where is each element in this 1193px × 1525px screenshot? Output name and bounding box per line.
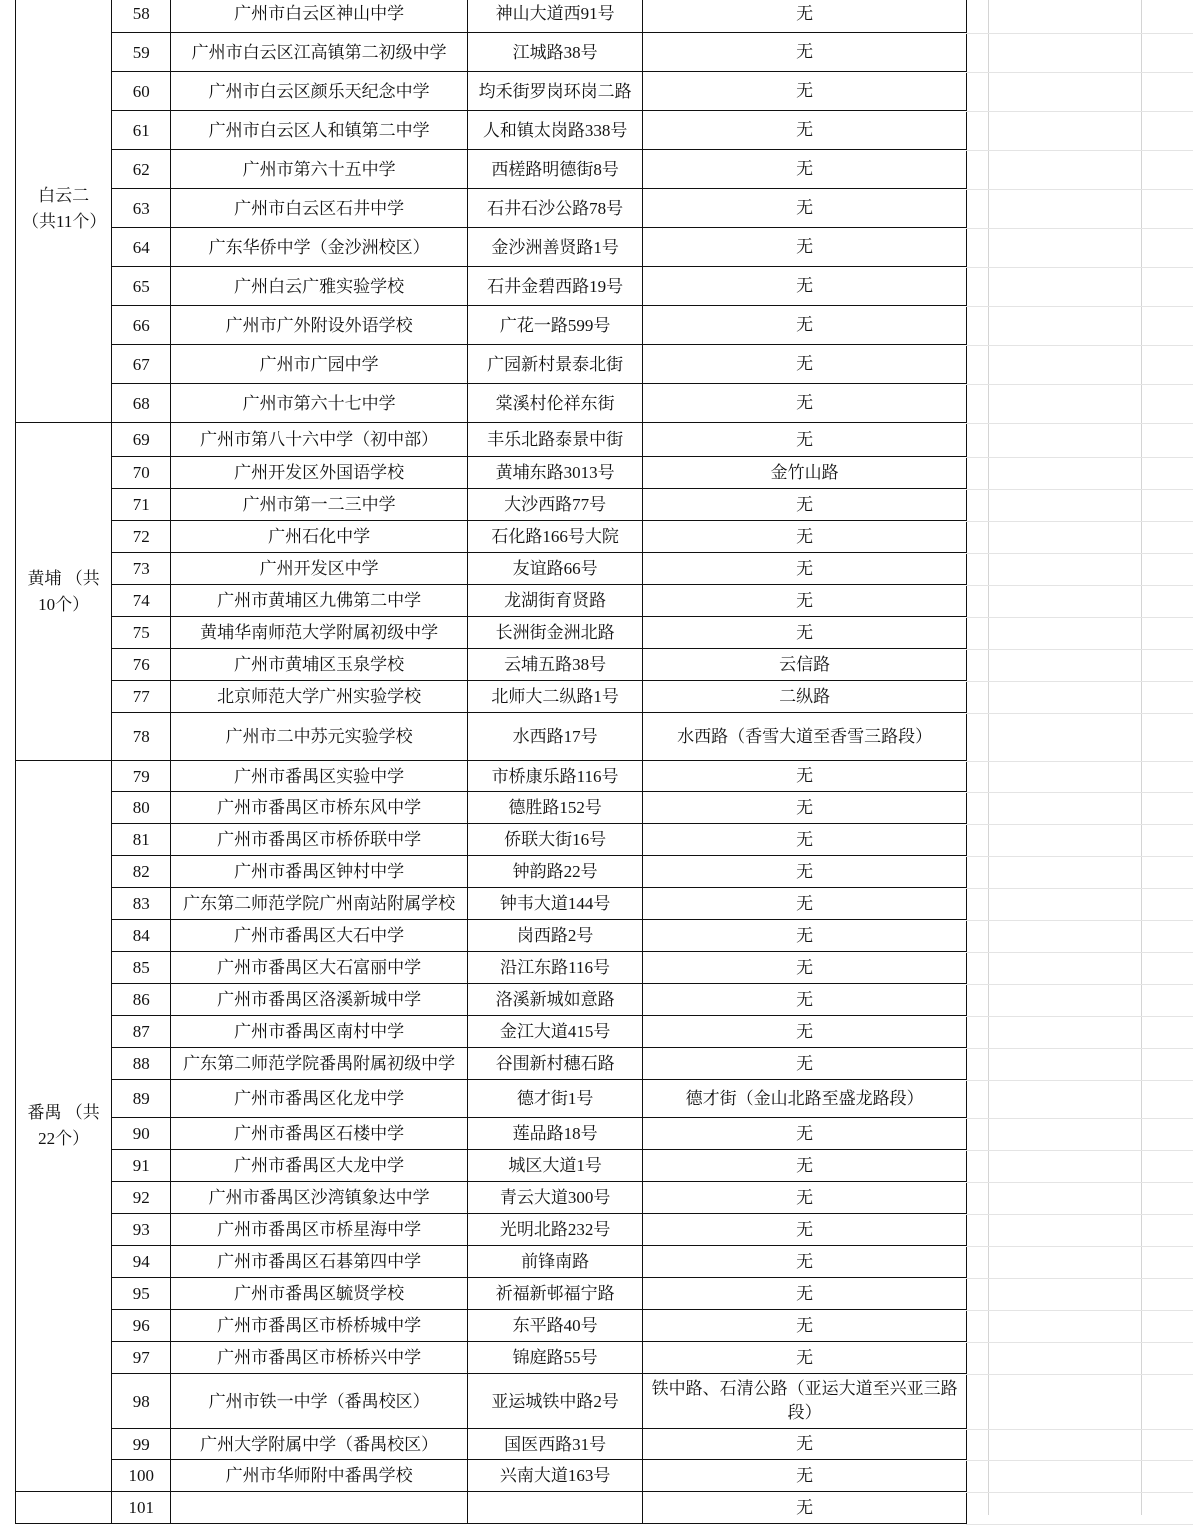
school-name: 广东第二师范学院番禺附属初级中学 xyxy=(171,1048,468,1080)
table-row xyxy=(16,824,967,856)
restricted-road: 无 xyxy=(643,1150,967,1182)
sheet-gridline xyxy=(966,72,1193,73)
row-number: 95 xyxy=(112,1278,171,1310)
school-name: 广州市番禺区钟村中学 xyxy=(171,856,468,888)
row-number: 58 xyxy=(112,0,171,33)
restricted-road: 德才街（金山北路至盛龙路段） xyxy=(643,1080,967,1118)
sheet-gridline xyxy=(966,888,1193,889)
table-row xyxy=(16,1460,967,1492)
table-row xyxy=(16,984,967,1016)
school-address: 丰乐北路泰景中街 xyxy=(467,423,642,457)
school-address: 神山大道西91号 xyxy=(467,0,642,33)
school-name xyxy=(171,1492,468,1524)
school-name: 广州市白云区神山中学 xyxy=(171,0,468,33)
school-name: 广州市番禺区大石中学 xyxy=(171,920,468,952)
row-number: 65 xyxy=(112,267,171,306)
sheet-gridline xyxy=(966,1429,1193,1430)
sheet-gridline xyxy=(966,713,1193,714)
school-address: 大沙西路77号 xyxy=(467,489,642,521)
district-cell: 白云二（共11个） xyxy=(16,0,112,423)
school-address xyxy=(467,1492,642,1524)
sheet-gridline xyxy=(966,1278,1193,1279)
restricted-road: 无 xyxy=(643,1182,967,1214)
restricted-road: 无 xyxy=(643,1310,967,1342)
school-name: 广州市白云区石井中学 xyxy=(171,189,468,228)
table-row xyxy=(16,1310,967,1342)
table-row xyxy=(16,306,967,345)
table-row xyxy=(16,1278,967,1310)
school-name: 广州市白云区颜乐天纪念中学 xyxy=(171,72,468,111)
sheet-gridline xyxy=(966,1246,1193,1247)
row-number: 90 xyxy=(112,1118,171,1150)
table-row xyxy=(16,189,967,228)
school-address: 广花一路599号 xyxy=(467,306,642,345)
sheet-gridline xyxy=(966,1048,1193,1049)
row-number: 101 xyxy=(112,1492,171,1524)
school-name: 广州市番禺区市桥星海中学 xyxy=(171,1214,468,1246)
sheet-gridline xyxy=(966,457,1193,458)
row-number: 71 xyxy=(112,489,171,521)
school-name: 广州市番禺区大龙中学 xyxy=(171,1150,468,1182)
sheet-gridline xyxy=(966,1118,1193,1119)
table-row xyxy=(16,1429,967,1460)
restricted-road: 无 xyxy=(643,489,967,521)
table-row xyxy=(16,1150,967,1182)
table-row xyxy=(16,0,967,33)
sheet-gridline xyxy=(966,920,1193,921)
table-row xyxy=(16,761,967,792)
sheet-gridline xyxy=(966,984,1193,985)
row-number: 70 xyxy=(112,457,171,489)
sheet-gridline xyxy=(966,1182,1193,1183)
school-address: 石井石沙公路78号 xyxy=(467,189,642,228)
restricted-road: 无 xyxy=(643,761,967,792)
restricted-road: 无 xyxy=(643,888,967,920)
school-address: 岗西路2号 xyxy=(467,920,642,952)
sheet-gridline xyxy=(966,489,1193,490)
school-address: 黄埔东路3013号 xyxy=(467,457,642,489)
row-number: 68 xyxy=(112,384,171,423)
row-number: 62 xyxy=(112,150,171,189)
school-address: 云埔五路38号 xyxy=(467,649,642,681)
row-number: 84 xyxy=(112,920,171,952)
sheet-gridline xyxy=(966,617,1193,618)
restricted-road: 无 xyxy=(643,1246,967,1278)
sheet-gridline xyxy=(966,792,1193,793)
school-address: 金江大道415号 xyxy=(467,1016,642,1048)
row-number: 59 xyxy=(112,33,171,72)
restricted-road: 无 xyxy=(643,792,967,824)
school-address: 城区大道1号 xyxy=(467,1150,642,1182)
school-name: 广州市番禺区市桥桥兴中学 xyxy=(171,1342,468,1374)
restricted-road: 无 xyxy=(643,984,967,1016)
school-name: 广州市白云区江高镇第二初级中学 xyxy=(171,33,468,72)
school-name: 广州市番禺区毓贤学校 xyxy=(171,1278,468,1310)
table-row xyxy=(16,1080,967,1118)
school-address: 亚运城铁中路2号 xyxy=(467,1374,642,1429)
school-name: 广州开发区中学 xyxy=(171,553,468,585)
restricted-road: 无 xyxy=(643,0,967,33)
school-address: 祈福新邨福宁路 xyxy=(467,1278,642,1310)
table-row xyxy=(16,1182,967,1214)
table-row xyxy=(16,72,967,111)
school-address: 前锋南路 xyxy=(467,1246,642,1278)
table-row xyxy=(16,1246,967,1278)
restricted-road: 无 xyxy=(643,1460,967,1492)
restricted-road: 无 xyxy=(643,1048,967,1080)
table-row xyxy=(16,1016,967,1048)
table-row xyxy=(16,856,967,888)
row-number: 97 xyxy=(112,1342,171,1374)
sheet-gridline xyxy=(966,111,1193,112)
sheet-gridline xyxy=(966,423,1193,424)
school-address: 长洲街金洲北路 xyxy=(467,617,642,649)
table-row xyxy=(16,649,967,681)
sheet-gridline xyxy=(966,1016,1193,1017)
school-address: 沿江东路116号 xyxy=(467,952,642,984)
school-name: 广州市铁一中学（番禺校区） xyxy=(171,1374,468,1429)
row-number: 91 xyxy=(112,1150,171,1182)
restricted-road: 无 xyxy=(643,33,967,72)
sheet-gridline xyxy=(966,267,1193,268)
school-name: 广州市番禺区南村中学 xyxy=(171,1016,468,1048)
school-address: 金沙洲善贤路1号 xyxy=(467,228,642,267)
row-number: 82 xyxy=(112,856,171,888)
school-address: 东平路40号 xyxy=(467,1310,642,1342)
row-number: 64 xyxy=(112,228,171,267)
table-row xyxy=(16,33,967,72)
table-row xyxy=(16,617,967,649)
school-address: 水西路17号 xyxy=(467,713,642,761)
school-name: 广东第二师范学院广州南站附属学校 xyxy=(171,888,468,920)
school-address: 光明北路232号 xyxy=(467,1214,642,1246)
school-name: 广州白云广雅实验学校 xyxy=(171,267,468,306)
school-name: 北京师范大学广州实验学校 xyxy=(171,681,468,713)
restricted-road: 金竹山路 xyxy=(643,457,967,489)
school-name: 广州市番禺区石楼中学 xyxy=(171,1118,468,1150)
restricted-road: 无 xyxy=(643,1429,967,1460)
row-number: 93 xyxy=(112,1214,171,1246)
school-address: 莲品路18号 xyxy=(467,1118,642,1150)
school-name: 广州市黄埔区玉泉学校 xyxy=(171,649,468,681)
school-address: 友谊路66号 xyxy=(467,553,642,585)
restricted-road: 无 xyxy=(643,553,967,585)
school-address: 德才街1号 xyxy=(467,1080,642,1118)
school-name: 广州市番禺区实验中学 xyxy=(171,761,468,792)
restricted-road: 无 xyxy=(643,856,967,888)
school-name: 广州开发区外国语学校 xyxy=(171,457,468,489)
restricted-road: 无 xyxy=(643,521,967,553)
table-row xyxy=(16,681,967,713)
sheet-gridline xyxy=(966,345,1193,346)
school-name: 广州石化中学 xyxy=(171,521,468,553)
restricted-road: 二纵路 xyxy=(643,681,967,713)
table-row xyxy=(16,521,967,553)
school-name: 广东华侨中学（金沙洲校区） xyxy=(171,228,468,267)
school-address: 广园新村景泰北街 xyxy=(467,345,642,384)
restricted-road: 铁中路、石清公路（亚运大道至兴亚三路段） xyxy=(643,1374,967,1429)
table-row xyxy=(16,489,967,521)
school-address: 棠溪村伦祥东街 xyxy=(467,384,642,423)
row-number: 69 xyxy=(112,423,171,457)
table-row xyxy=(16,1492,967,1524)
school-name: 黄埔华南师范大学附属初级中学 xyxy=(171,617,468,649)
school-table xyxy=(15,0,967,1524)
district-cell: 黄埔 （共10个） xyxy=(16,423,112,761)
school-name: 广州市第八十六中学（初中部） xyxy=(171,423,468,457)
sheet-gridline xyxy=(966,150,1193,151)
restricted-road: 无 xyxy=(643,189,967,228)
school-address: 青云大道300号 xyxy=(467,1182,642,1214)
sheet-gridline xyxy=(966,1214,1193,1215)
school-name: 广州市番禺区石碁第四中学 xyxy=(171,1246,468,1278)
table-row xyxy=(16,792,967,824)
sheet-gridline xyxy=(966,1342,1193,1343)
restricted-road: 无 xyxy=(643,306,967,345)
table-row xyxy=(16,713,967,761)
row-number: 67 xyxy=(112,345,171,384)
restricted-road: 无 xyxy=(643,384,967,423)
school-address: 侨联大街16号 xyxy=(467,824,642,856)
row-number: 99 xyxy=(112,1429,171,1460)
school-name: 广州市二中苏元实验学校 xyxy=(171,713,468,761)
school-address: 洛溪新城如意路 xyxy=(467,984,642,1016)
school-address: 谷围新村穗石路 xyxy=(467,1048,642,1080)
school-address: 江城路38号 xyxy=(467,33,642,72)
restricted-road: 无 xyxy=(643,267,967,306)
school-name: 广州市番禺区沙湾镇象达中学 xyxy=(171,1182,468,1214)
school-name: 广州市番禺区大石富丽中学 xyxy=(171,952,468,984)
row-number: 100 xyxy=(112,1460,171,1492)
table-row xyxy=(16,952,967,984)
school-name: 广州市番禺区化龙中学 xyxy=(171,1080,468,1118)
school-name: 广州市广园中学 xyxy=(171,345,468,384)
restricted-road: 无 xyxy=(643,585,967,617)
table-row xyxy=(16,384,967,423)
row-number: 81 xyxy=(112,824,171,856)
row-number: 76 xyxy=(112,649,171,681)
sheet-gridline xyxy=(966,856,1193,857)
school-name: 广州市番禺区洛溪新城中学 xyxy=(171,984,468,1016)
school-address: 锦庭路55号 xyxy=(467,1342,642,1374)
school-name: 广州市番禺区市桥侨联中学 xyxy=(171,824,468,856)
sheet-gridline xyxy=(966,306,1193,307)
school-address: 国医西路31号 xyxy=(467,1429,642,1460)
sheet-gridline xyxy=(966,189,1193,190)
school-address: 钟韵路22号 xyxy=(467,856,642,888)
school-name: 广州市第一二三中学 xyxy=(171,489,468,521)
school-name: 广州市华师附中番禺学校 xyxy=(171,1460,468,1492)
row-number: 89 xyxy=(112,1080,171,1118)
school-address: 钟韦大道144号 xyxy=(467,888,642,920)
row-number: 85 xyxy=(112,952,171,984)
restricted-road: 无 xyxy=(643,824,967,856)
table-row xyxy=(16,457,967,489)
row-number: 74 xyxy=(112,585,171,617)
sheet-gridline xyxy=(966,1080,1193,1081)
school-name: 广州市第六十七中学 xyxy=(171,384,468,423)
sheet-gridline xyxy=(966,585,1193,586)
district-cell xyxy=(16,1492,112,1524)
table-row xyxy=(16,228,967,267)
row-number: 86 xyxy=(112,984,171,1016)
school-name: 广州市广外附设外语学校 xyxy=(171,306,468,345)
row-number: 96 xyxy=(112,1310,171,1342)
sheet-gridline xyxy=(966,228,1193,229)
table-row xyxy=(16,1048,967,1080)
table-row xyxy=(16,111,967,150)
table-row xyxy=(16,920,967,952)
school-name: 广州市第六十五中学 xyxy=(171,150,468,189)
sheet-gridline xyxy=(966,1310,1193,1311)
table-row xyxy=(16,267,967,306)
row-number: 61 xyxy=(112,111,171,150)
restricted-road: 水西路（香雪大道至香雪三路段） xyxy=(643,713,967,761)
sheet-gridline xyxy=(966,681,1193,682)
school-address: 人和镇太岗路338号 xyxy=(467,111,642,150)
sheet-gridline xyxy=(966,1150,1193,1151)
restricted-road: 无 xyxy=(643,72,967,111)
row-number: 66 xyxy=(112,306,171,345)
restricted-road: 无 xyxy=(643,952,967,984)
restricted-road: 无 xyxy=(643,111,967,150)
school-address: 石井金碧西路19号 xyxy=(467,267,642,306)
table-row xyxy=(16,345,967,384)
school-address: 市桥康乐路116号 xyxy=(467,761,642,792)
school-address: 龙湖街育贤路 xyxy=(467,585,642,617)
restricted-road: 无 xyxy=(643,1278,967,1310)
table-row xyxy=(16,553,967,585)
table-row xyxy=(16,1214,967,1246)
sheet-gridline xyxy=(966,1492,1193,1493)
restricted-road: 无 xyxy=(643,150,967,189)
restricted-road: 云信路 xyxy=(643,649,967,681)
row-number: 63 xyxy=(112,189,171,228)
sheet-gridline xyxy=(966,649,1193,650)
row-number: 72 xyxy=(112,521,171,553)
restricted-road: 无 xyxy=(643,345,967,384)
school-name: 广州大学附属中学（番禺校区） xyxy=(171,1429,468,1460)
row-number: 73 xyxy=(112,553,171,585)
school-address: 德胜路152号 xyxy=(467,792,642,824)
row-number: 60 xyxy=(112,72,171,111)
row-number: 98 xyxy=(112,1374,171,1429)
sheet-gridline xyxy=(966,1374,1193,1375)
row-number: 87 xyxy=(112,1016,171,1048)
table-row xyxy=(16,1342,967,1374)
restricted-road: 无 xyxy=(643,1118,967,1150)
restricted-road: 无 xyxy=(643,1492,967,1524)
table-row xyxy=(16,888,967,920)
row-number: 80 xyxy=(112,792,171,824)
school-name: 广州市番禺区市桥东风中学 xyxy=(171,792,468,824)
table-row xyxy=(16,423,967,457)
sheet-gridline xyxy=(966,1460,1193,1461)
row-number: 79 xyxy=(112,761,171,792)
row-number: 83 xyxy=(112,888,171,920)
row-number: 94 xyxy=(112,1246,171,1278)
school-address: 兴南大道163号 xyxy=(467,1460,642,1492)
district-cell: 番禺 （共22个） xyxy=(16,761,112,1492)
school-address: 石化路166号大院 xyxy=(467,521,642,553)
restricted-road: 无 xyxy=(643,920,967,952)
row-number: 78 xyxy=(112,713,171,761)
restricted-road: 无 xyxy=(643,1016,967,1048)
school-name: 广州市白云区人和镇第二中学 xyxy=(171,111,468,150)
school-address: 西槎路明德街8号 xyxy=(467,150,642,189)
row-number: 77 xyxy=(112,681,171,713)
restricted-road: 无 xyxy=(643,617,967,649)
table-row xyxy=(16,1118,967,1150)
table-row xyxy=(16,585,967,617)
row-number: 92 xyxy=(112,1182,171,1214)
restricted-road: 无 xyxy=(643,228,967,267)
sheet-gridline xyxy=(966,33,1193,34)
table-row xyxy=(16,150,967,189)
sheet-gridline xyxy=(966,761,1193,762)
row-number: 75 xyxy=(112,617,171,649)
restricted-road: 无 xyxy=(643,1342,967,1374)
school-name: 广州市番禺区市桥桥城中学 xyxy=(171,1310,468,1342)
table-row xyxy=(16,1374,967,1429)
sheet-gridline xyxy=(966,952,1193,953)
sheet-gridline xyxy=(966,521,1193,522)
sheet-gridline xyxy=(966,553,1193,554)
row-number: 88 xyxy=(112,1048,171,1080)
sheet-gridline xyxy=(966,824,1193,825)
sheet-gridline xyxy=(966,384,1193,385)
school-address: 均禾街罗岗环岗二路 xyxy=(467,72,642,111)
restricted-road: 无 xyxy=(643,423,967,457)
school-name: 广州市黄埔区九佛第二中学 xyxy=(171,585,468,617)
school-address: 北师大二纵路1号 xyxy=(467,681,642,713)
restricted-road: 无 xyxy=(643,1214,967,1246)
